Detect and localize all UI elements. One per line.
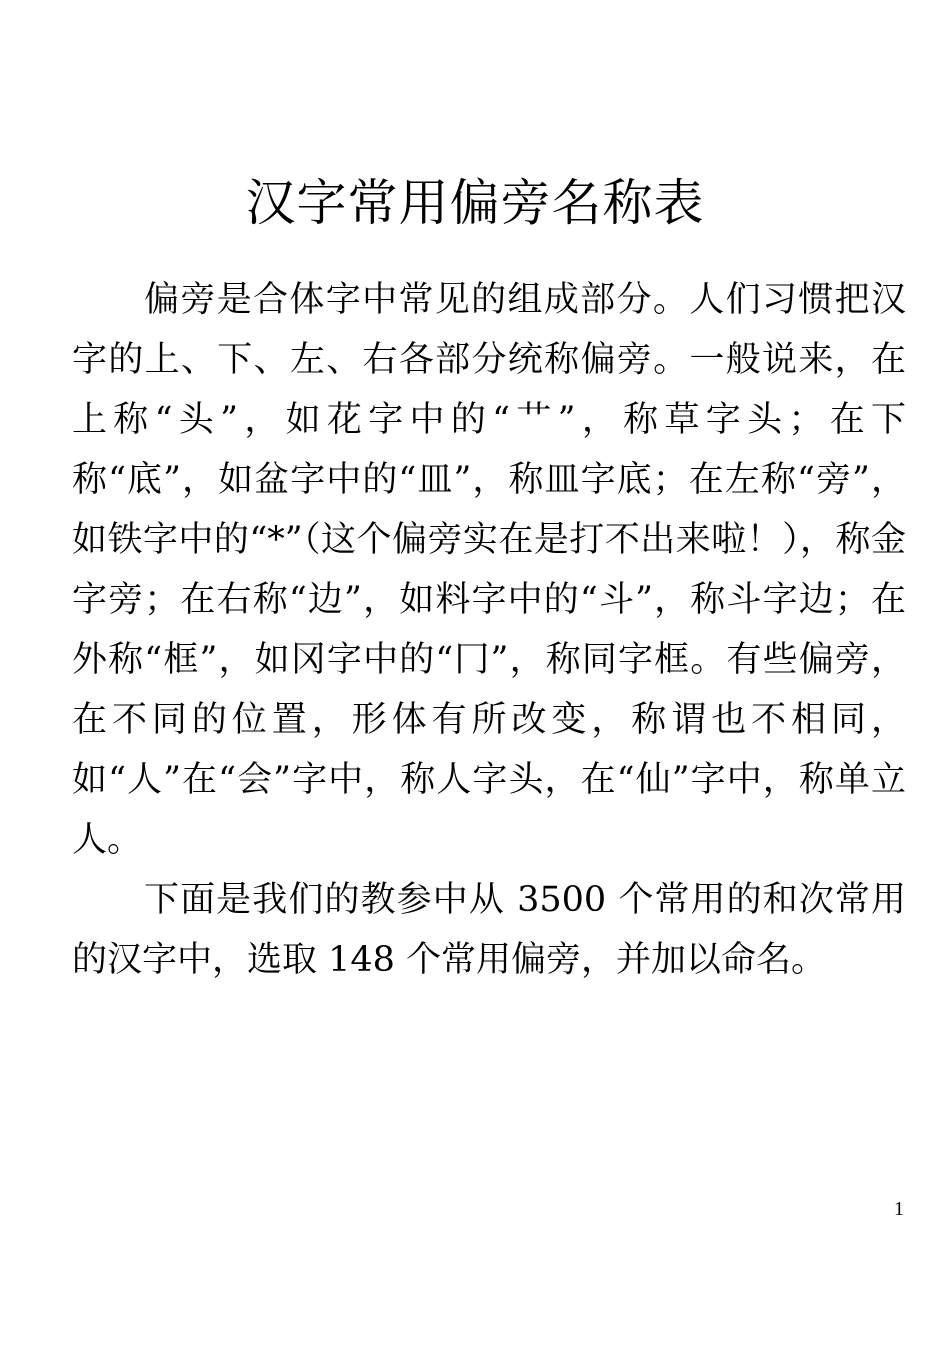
- document-title: 汉字常用偏旁名称表: [245, 174, 705, 232]
- intro-paragraph: 偏旁是合体字中常见的组成部分。人们习惯把汉字的上、下、左、右各部分统称偏旁。一般说来，在上称“头”，如花字中的“艹”，称草字头；在下称“底”，如盆字中的“皿”，称皿字底；在左称“旁”，如铁字中的“*”（这个偏旁实在是打不出来啦！），称金字旁；在右称“边”，如料字中的“斗”，称斗字边；在外称“框”，如冈字中的“冂”，称同字框。有些偏旁，在不同的位置，形体有所改变，称谓也不相同，如“人”在“会”字中，称人字头，在“仙”字中，称单立人。: [72, 280, 906, 860]
- page-number: 1: [894, 1198, 904, 1220]
- selection-paragraph: 下面是我们的教参中从 3500 个常用的和次常用的汉字中，选取 148 个常用偏旁，并加以命名。: [72, 880, 906, 980]
- document-body: [72, 270, 906, 990]
